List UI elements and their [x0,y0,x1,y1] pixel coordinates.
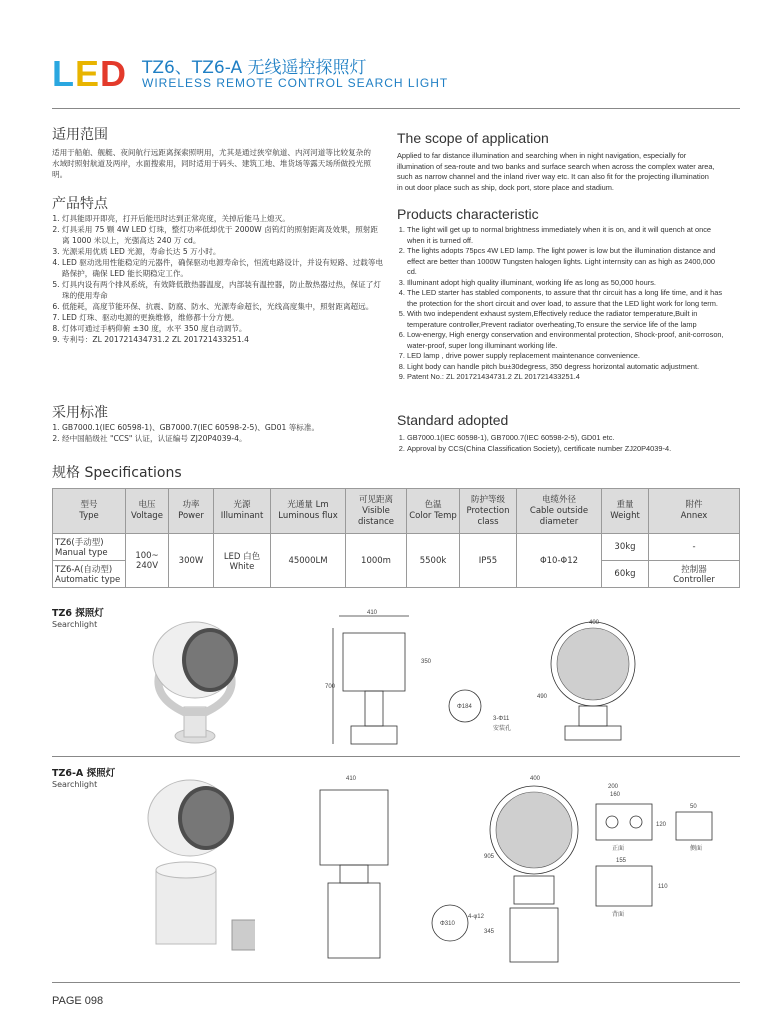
list-item: 1. GB7000.1(IEC 60598-1), GB7000.7(IEC 60598-2-5), GD01 etc. [407,433,725,444]
list-item: 4. LED 驱动选用性能稳定的元器件，确保驱动电源寿命长，恒流电路设计，并设有短路、过载等电路保护，确保 LED 能长期稳定工作。 [62,257,384,279]
list-item: 5. With two independent exhaust system,Effectively reduce the radiator temperature,Built in temperature controller,Prevent radiator overheating,To ensure the service life of the lamp [407,309,725,330]
searchlight-automatic-photo [140,770,255,970]
header-cell: 电压 Voltage [126,489,169,534]
list-item: 1. The light will get up to normal brightness immediately when it is on, and it will quench at once when it is turned off. [407,225,725,246]
product1-name: TZ6 探照灯 [52,608,104,619]
list-item: 4. The LED starter has stabled components, to assure that thr circuit has a long life time, and it has the protection for the short circuit and over load, to assure that the LED light work for long term. [407,288,725,309]
cn-features-title: 产品特点 [52,196,108,212]
header-cell: 功率 Power [169,489,214,534]
list-item: 2. Approval by CCS(China Classification Society), certificate number ZJ20P4039-4. [407,444,725,455]
header-cell: 色温 Color Temp [407,489,460,534]
product2-name: TZ6-A 探照灯 [52,768,116,779]
dim-label: 160 [610,792,621,798]
controller-box-icon [232,920,255,950]
dim-label: 200 [608,784,619,790]
header-cell: 重量 Weight [602,489,649,534]
dim-label: 490 [537,694,548,700]
cn-features-list [52,213,384,345]
lamp-stand [340,865,368,883]
lamp-base [565,726,621,740]
searchlight-photo [140,612,250,752]
table-cell: TZ6(手动型) Manual type [53,534,126,561]
dim-label: 400 [530,776,541,782]
dim-label: 700 [325,684,336,690]
cn-standard-list [52,422,384,444]
spec-table [52,488,740,588]
list-item: 7. LED 灯珠、驱动电源的更换维修，维修都十分方便。 [62,312,384,323]
table-row [53,534,740,561]
list-item: 3. Illuminant adopt high quality illuminant, working life as long as 50,000 hours. [407,278,725,289]
header-cell: 电缆外径 Cable outside diameter [517,489,602,534]
en-features-list [397,225,725,383]
table-cell: 45000LM [271,534,346,588]
lamp-stand [514,876,554,904]
page-number: PAGE 098 [52,995,104,1007]
dim-label: 正面 [612,846,625,852]
list-item: 8. Light body can handle pitch bu±30degress, 350 degress horizontal automatic adjustment. [407,362,725,373]
header-cell: 附件 Annex [649,489,740,534]
dim-label: 侧面 [690,846,703,852]
list-item: 5. 灯具内设有两个排风系统，有效降低散热器温度，内部装有温控器，防止散热器过热，保证了灯珠的使用寿命 [62,279,384,301]
list-item: 8. 灯体可通过手柄仰俯 ±30 度，水平 350 度自动调节。 [62,323,384,334]
dim-label: 350 [421,659,432,665]
lamp-base [351,726,397,744]
dim-label: Φ310 [440,921,455,927]
list-item: 6. 低能耗，高度节能环保、抗震、防腐、防水、光源寿命超长，光线高度集中，照射距离超远。 [62,301,384,312]
en-standard-list [397,433,725,454]
table-cell: IP55 [460,534,517,588]
lamp-side-view [320,790,388,865]
dim-label: 110 [658,884,668,890]
spec-title: 规格 Specifications [52,465,182,481]
dim-label: 400 [589,620,600,626]
page-subtitle: WIRELESS REMOTE CONTROL SEARCH LIGHT [142,76,449,90]
table-cell: 控制器 Controller [649,561,740,588]
header-cell: 光通量 Lm Luminous flux [271,489,346,534]
table-cell: 60kg [602,561,649,588]
table-cell: 5500k [407,534,460,588]
list-item: 9. 专利号：ZL 201721434731.2 ZL 201721433251.4 [62,334,384,345]
list-item: 2. 灯具采用 75 颗 4W LED 灯珠，整灯功率低却优于 2000W 卤钨灯的照射距离及效果，照射距离 1000 米以上，光强高达 240 万 cd。 [62,224,384,246]
table-cell: 30kg [602,534,649,561]
product2-drawings [300,768,750,968]
header-cell: 可见距离 Visible distance [346,489,407,534]
dim-label: 4-φ12 [468,914,484,920]
brand-logo: LED [52,53,128,94]
lamp-side-view [343,633,405,691]
list-item: 9. Patent No.: ZL 201721434731.2 ZL 201721433251.4 [407,372,725,383]
product1-sub: Searchlight [52,620,98,629]
table-header-row [53,489,740,534]
dim-label: Φ184 [457,704,472,710]
dim-label: 410 [346,776,357,782]
en-scope-title: The scope of application [397,130,549,146]
cn-standard-title: 采用标准 [52,405,108,421]
cn-scope-text: 适用于船舶、舰艇、夜间航行远距离探索照明用，尤其是通过狭窄航道、内河河道等比较复杂的水域时照射航道及两岸，水面搜索用，同时适用于码头、建筑工地、堆货场等露天场所做投光照明。 [52,148,371,179]
dim-label: 120 [656,822,667,828]
header-cell: 防护等级 Protection class [460,489,517,534]
list-item: 2. The lights adopts 75pcs 4W LED lamp. The light power is low but the illumination distance and effect are better than 1000W Tungsten halogen lights. Light internsity can as high as 2400,000 cd. [407,246,725,278]
table-cell: 300W [169,534,214,588]
dim-label: 905 [484,854,495,860]
list-item: 1. 灯具能即开即亮，打开后能迅时达到正常亮度，关掉后能马上熄灭。 [62,213,384,224]
en-features-title: Products characteristic [397,206,539,222]
header-cell: 光源 Illuminant [214,489,271,534]
lamp-base [328,883,380,958]
table-cell: Φ10-Φ12 [517,534,602,588]
product2-sub: Searchlight [52,780,98,789]
list-item: 1. GB7000.1(IEC 60598-1)、GB7000.7(IEC 60598-2-5)、GD01 等标准。 [62,422,384,433]
controller-side-view [676,812,712,840]
table-cell: 100~ 240V [126,534,169,588]
table-cell: 1000m [346,534,407,588]
list-item: 3. 光源采用优质 LED 光源，寿命长达 5 万小时。 [62,246,384,257]
en-scope-text: Applied to far distance illumination and searching when in night navigation, especially for illumination of sea-route and two banks and surface search when across the complex water area, such as narrow channel and the inland river way etc. It can also fit for the projecting illumination in out door place such as ship, dock port, store place and stadium. [397,151,715,192]
list-item: 7. LED lamp , drive power supply replacement maintenance convenience. [407,351,725,362]
dim-label: 3-Φ11 [493,716,510,722]
dim-label: 50 [690,804,697,810]
lamp-stand [579,706,607,726]
dim-label: 345 [484,929,495,935]
header-cell: 型号 Type [53,489,126,534]
product1-drawings [325,608,750,758]
controller-back-view [596,866,652,906]
list-item: 2. 经中国船级社 "CCS" 认证，认证编号 ZJ20P4039-4。 [62,433,384,444]
page-title: TZ6、TZ6-A 无线遥控探照灯 [142,58,367,78]
footer-divider [52,982,740,983]
lamp-stand [365,691,383,726]
en-standard-title: Standard adopted [397,412,509,428]
section-divider [52,756,740,757]
list-item: 6. Low-energy, High energy conservation and environmental protection, Shock-proof, anit-corroson, water-proof, super long illuminant working life. [407,330,725,351]
dim-label: 410 [367,610,378,616]
table-cell: LED 白色 White [214,534,271,588]
dim-label: 背面 [612,912,625,918]
cn-scope-title: 适用范围 [52,127,108,143]
dim-label: 安装孔 [493,726,512,732]
table-cell: TZ6-A(自动型) Automatic type [53,561,126,588]
controller-front-view [596,804,652,840]
lamp-base [510,908,558,962]
table-cell: - [649,534,740,561]
header-divider [52,108,740,109]
dim-label: 155 [616,858,627,864]
